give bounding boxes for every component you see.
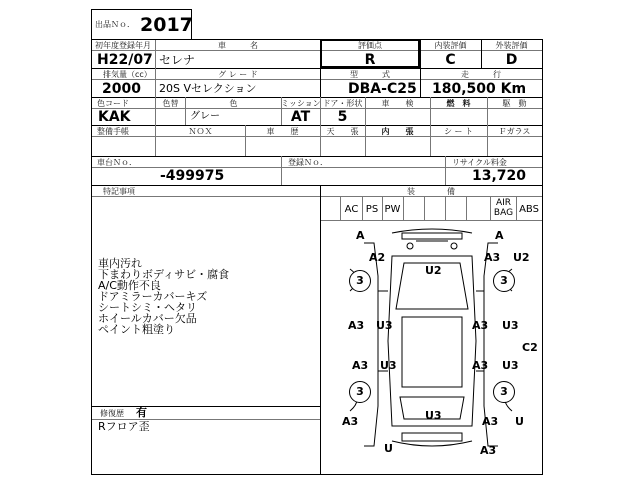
lot-number-value: 2017 [140, 14, 193, 36]
remark-item: ペイント粗塗り [98, 323, 175, 336]
lot-number-box [91, 9, 192, 40]
score-label: 評価点 [358, 41, 382, 50]
equipment-abs: ABS [519, 204, 539, 215]
remark-item: ホイールカバー欠品 [98, 312, 197, 325]
nox-label: ＮＯＸ [188, 127, 213, 136]
chassis-number-value: -499975 [160, 168, 225, 184]
equipment-ac: AC [344, 204, 359, 215]
damage-mark: A [495, 229, 504, 242]
displacement-value: 2000 [102, 81, 141, 97]
tire-mark-rear-right: 3 [493, 381, 515, 403]
mileage-value: 180,500 Km [432, 81, 527, 97]
headliner-label: 天 張 [326, 127, 359, 136]
displacement-label: 排気量（cc） [103, 70, 152, 79]
remark-item: シートシミ・ヘタリ [98, 301, 197, 314]
color-change-label: 色替 [162, 99, 179, 108]
remark-item: 車内汚れ [98, 257, 142, 270]
mileage-label: 走 行 [461, 70, 501, 79]
tire-mark-front-left: 3 [349, 270, 371, 292]
damage-mark: U3 [425, 409, 442, 422]
damage-mark: U2 [513, 251, 530, 264]
doors-value: 5 [337, 109, 348, 125]
equipment-pw: PW [384, 204, 401, 215]
damage-mark: A3 [482, 415, 499, 428]
repair-history-label: 修復歴 [100, 409, 124, 418]
car-body-diagram [320, 221, 542, 474]
door-shape-label: ドア・形状 [322, 99, 363, 108]
damage-mark: U2 [425, 264, 442, 277]
equipment-airbag: AIR BAG [493, 198, 514, 218]
damage-mark: U3 [502, 359, 519, 372]
color-code-label: 色コード [97, 99, 129, 108]
reg-date-value: H22/07 [97, 52, 153, 68]
damage-mark: A3 [472, 319, 489, 332]
color-value: グレー [190, 111, 220, 122]
recycle-fee-label: リサイクル料金 [452, 158, 507, 167]
vehicle-inspection-label: 車 検 [381, 99, 414, 108]
damage-mark: U3 [376, 319, 393, 332]
chassis-number-label: 車台Ｎｏ． [97, 158, 137, 167]
model-code-label: 型 式 [350, 70, 390, 79]
interior-trim-label: 内 張 [381, 127, 414, 136]
remark-item: ドアミラーカバーキズ [98, 290, 208, 303]
car-name-value: セレナ [159, 53, 196, 67]
damage-mark: U [384, 442, 393, 455]
remark-item: 下まわりボディサビ・腐食 [98, 268, 230, 281]
damage-mark: C2 [522, 341, 538, 354]
maintenance-book-label: 整備手帳 [97, 127, 129, 136]
damage-mark: A3 [342, 415, 359, 428]
damage-mark: A3 [352, 359, 369, 372]
tire-mark-front-right: 3 [493, 270, 515, 292]
damage-mark: A2 [369, 251, 386, 264]
repair-history-value: 有 [136, 406, 147, 419]
lot-number-label: 出品Ｎｏ． [95, 20, 135, 29]
damage-mark: A3 [348, 319, 365, 332]
interior-grade-label: 内装評価 [434, 41, 467, 50]
score-value: R [364, 52, 376, 68]
grade-value: 20S Vセレクション [159, 82, 257, 95]
remark-item: A/C動作不良 [98, 279, 161, 292]
mission-value: AT [290, 109, 311, 125]
damage-mark: A [356, 229, 365, 242]
damage-mark: U3 [380, 359, 397, 372]
tire-mark-rear-left: 3 [349, 381, 371, 403]
exterior-grade-value: D [505, 52, 518, 68]
front-glass-label: Ｆガラス [498, 127, 531, 136]
reg-date-label: 初年度登録年月 [95, 41, 151, 50]
damage-mark: U3 [502, 319, 519, 332]
equipment-label: 装 備 [407, 187, 455, 196]
fuel-label: 燃 料 [446, 99, 471, 108]
recycle-fee-value: 13,720 [472, 168, 527, 184]
repair-note: Rフロア歪 [98, 420, 150, 433]
mission-label: ミッション [281, 99, 321, 108]
car-name-label: 車 名 [218, 41, 258, 50]
registration-number-label: 登録Ｎｏ． [288, 158, 328, 167]
color-code-value: KAK [98, 109, 131, 125]
drive-label: 駆 動 [502, 99, 527, 108]
history-label: 車 歴 [266, 127, 299, 136]
damage-mark: A3 [484, 251, 501, 264]
remarks-label: 特記事項 [103, 187, 135, 196]
color-label: 色 [229, 99, 238, 108]
grade-label: グ レ ー ド [218, 70, 258, 79]
interior-grade-value: C [445, 52, 456, 68]
seat-label: シ ー ト [443, 127, 474, 136]
equipment-ps: PS [365, 204, 379, 215]
damage-mark: A3 [480, 444, 497, 457]
model-code-value: DBA-C25 [348, 81, 417, 97]
exterior-grade-label: 外装評価 [495, 41, 528, 50]
damage-mark: U [515, 415, 524, 428]
damage-mark: A3 [472, 359, 489, 372]
